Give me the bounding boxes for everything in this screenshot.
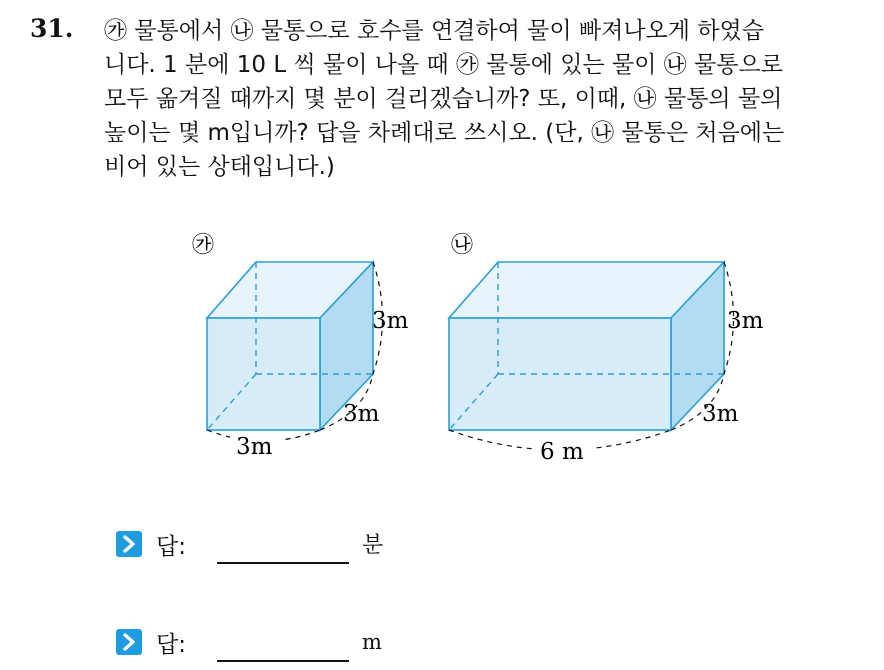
tank-a-depth-label: 3m bbox=[343, 401, 380, 427]
tank-b bbox=[449, 233, 764, 465]
answer-blank-minutes[interactable] bbox=[217, 562, 349, 564]
tank-a bbox=[192, 233, 409, 460]
question-line: 니다. 1 분에 10 L 씩 물이 나올 때 ㉮ 물통에 있는 물이 ㉯ 물통으로 bbox=[104, 52, 783, 78]
question-line: 모두 옮겨질 때까지 몇 분이 걸리겠습니까? 또, 이때, ㉯ 물통의 물의 bbox=[104, 86, 783, 112]
question-line: ㉮ 물통에서 ㉯ 물통으로 호수를 연결하여 물이 빠져나오게 하였습 bbox=[104, 18, 764, 44]
answer-unit-height: m bbox=[362, 630, 382, 654]
tank-b-height-label: 3m bbox=[727, 308, 764, 334]
tank-a-width-label: 3m bbox=[236, 434, 273, 460]
tank-b-depth-label: 3m bbox=[702, 401, 739, 427]
chevron-right-icon bbox=[116, 531, 142, 557]
tank-b-width-label: 6 m bbox=[540, 439, 584, 465]
question-line: 비어 있는 상태입니다.) bbox=[104, 154, 335, 180]
chevron-right-icon bbox=[116, 629, 142, 655]
question-line: 높이는 몇 m입니까? 답을 차례대로 쓰시오. (단, ㉯ 물통은 처음에는 bbox=[104, 120, 785, 146]
tank-a-label: ㉮ bbox=[192, 233, 215, 258]
question-number: 31. bbox=[30, 14, 74, 43]
tank-a-height-label: 3m bbox=[372, 308, 409, 334]
tank-b-front-face bbox=[449, 318, 671, 430]
question-text bbox=[104, 14, 864, 184]
figure-water-tanks bbox=[0, 222, 884, 472]
answer-unit-minutes: 분 bbox=[362, 533, 384, 558]
tank-b-label: ㉯ bbox=[451, 233, 474, 258]
answer-blank-height[interactable] bbox=[217, 660, 349, 662]
answer-label: 답: bbox=[156, 632, 186, 658]
answer-label: 답: bbox=[156, 534, 186, 560]
